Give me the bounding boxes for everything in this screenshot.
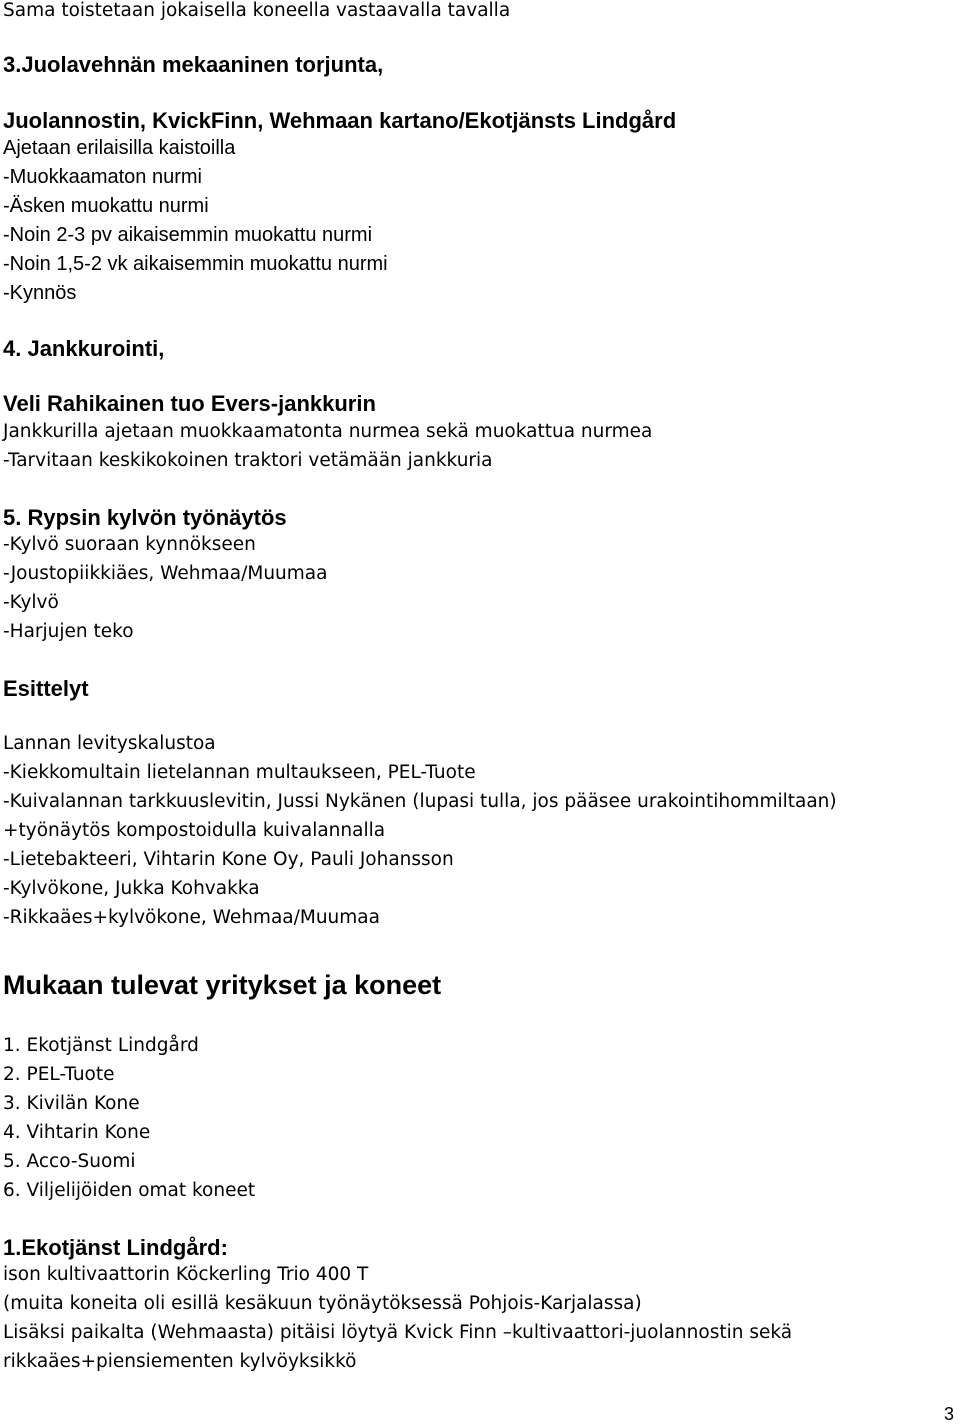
- section-5-heading: 5. Rypsin kylvön työnäytös: [3, 505, 287, 530]
- section-4-line: -Tarvitaan keskikokoinen traktori vetämään jankkuria: [3, 450, 493, 471]
- section-3-line: -Muokkaamaton nurmi: [3, 166, 202, 188]
- esittelyt-line: -Kylvökone, Jukka Kohvakka: [3, 878, 260, 899]
- esittelyt-line: -Rikkaäes+kylvökone, Wehmaa/Muumaa: [3, 907, 380, 928]
- esittelyt-line: +työnäytös kompostoidulla kuivalannalla: [3, 820, 386, 841]
- companies-heading: Mukaan tulevat yritykset ja koneet: [3, 970, 442, 1000]
- companies-item: 5. Acco-Suomi: [3, 1151, 136, 1172]
- section-5-line: -Kylvö suoraan kynnökseen: [3, 534, 256, 555]
- section-3-line: -Kynnös: [3, 282, 77, 304]
- section-5-line: -Joustopiikkiäes, Wehmaa/Muumaa: [3, 563, 328, 584]
- section-3-heading: 3.Juolavehnän mekaaninen torjunta,: [3, 52, 384, 77]
- section-4-heading: 4. Jankkurointi,: [3, 336, 165, 361]
- esittelyt-line: -Kuivalannan tarkkuuslevitin, Jussi Nykänen (lupasi tulla, jos pääsee urakointihommiltaan): [3, 791, 837, 812]
- ekotjanst-heading: 1.Ekotjänst Lindgård:: [3, 1235, 228, 1260]
- section-5-line: -Kylvö: [3, 592, 59, 613]
- ekotjanst-line: rikkaäes+piensiementen kylvöyksikkö: [3, 1351, 357, 1372]
- ekotjanst-line: (muita koneita oli esillä kesäkuun työnäytöksessä Pohjois-Karjalassa): [3, 1293, 642, 1314]
- section-4-line: Jankkurilla ajetaan muokkaamatonta nurmea sekä muokattua nurmea: [3, 421, 653, 442]
- intro-text: Sama toistetaan jokaisella koneella vastaavalla tavalla: [3, 0, 511, 21]
- companies-item: 3. Kivilän Kone: [3, 1093, 140, 1114]
- section-5-line: -Harjujen teko: [3, 621, 134, 642]
- esittelyt-heading: Esittelyt: [3, 676, 89, 701]
- companies-item: 1. Ekotjänst Lindgård: [3, 1035, 199, 1056]
- page-number: 3: [943, 1404, 954, 1424]
- section-3-line: Ajetaan erilaisilla kaistoilla: [3, 137, 236, 159]
- companies-item: 4. Vihtarin Kone: [3, 1122, 151, 1143]
- esittelyt-line: -Lietebakteeri, Vihtarin Kone Oy, Pauli Johansson: [3, 849, 454, 870]
- ekotjanst-line: Lisäksi paikalta (Wehmaasta) pitäisi löytyä Kvick Finn –kultivaattori-juolannostin sekä: [3, 1322, 793, 1343]
- ekotjanst-line: ison kultivaattorin Köckerling Trio 400 T: [3, 1264, 369, 1285]
- companies-item: 2. PEL-Tuote: [3, 1064, 115, 1085]
- section-3-line: -Äsken muokattu nurmi: [3, 195, 209, 217]
- section-3-line: -Noin 1,5-2 vk aikaisemmin muokattu nurmi: [3, 253, 388, 275]
- esittelyt-line: -Kiekkomultain lietelannan multaukseen, PEL-Tuote: [3, 762, 476, 783]
- esittelyt-line: Lannan levityskalustoa: [3, 733, 216, 754]
- section-3-subheading: Juolannostin, KvickFinn, Wehmaan kartano/Ekotjänsts Lindgård: [3, 108, 677, 133]
- section-3-line: -Noin 2-3 pv aikaisemmin muokattu nurmi: [3, 224, 373, 246]
- section-4-subheading: Veli Rahikainen tuo Evers-jankkurin: [3, 391, 376, 416]
- companies-item: 6. Viljelijöiden omat koneet: [3, 1180, 256, 1201]
